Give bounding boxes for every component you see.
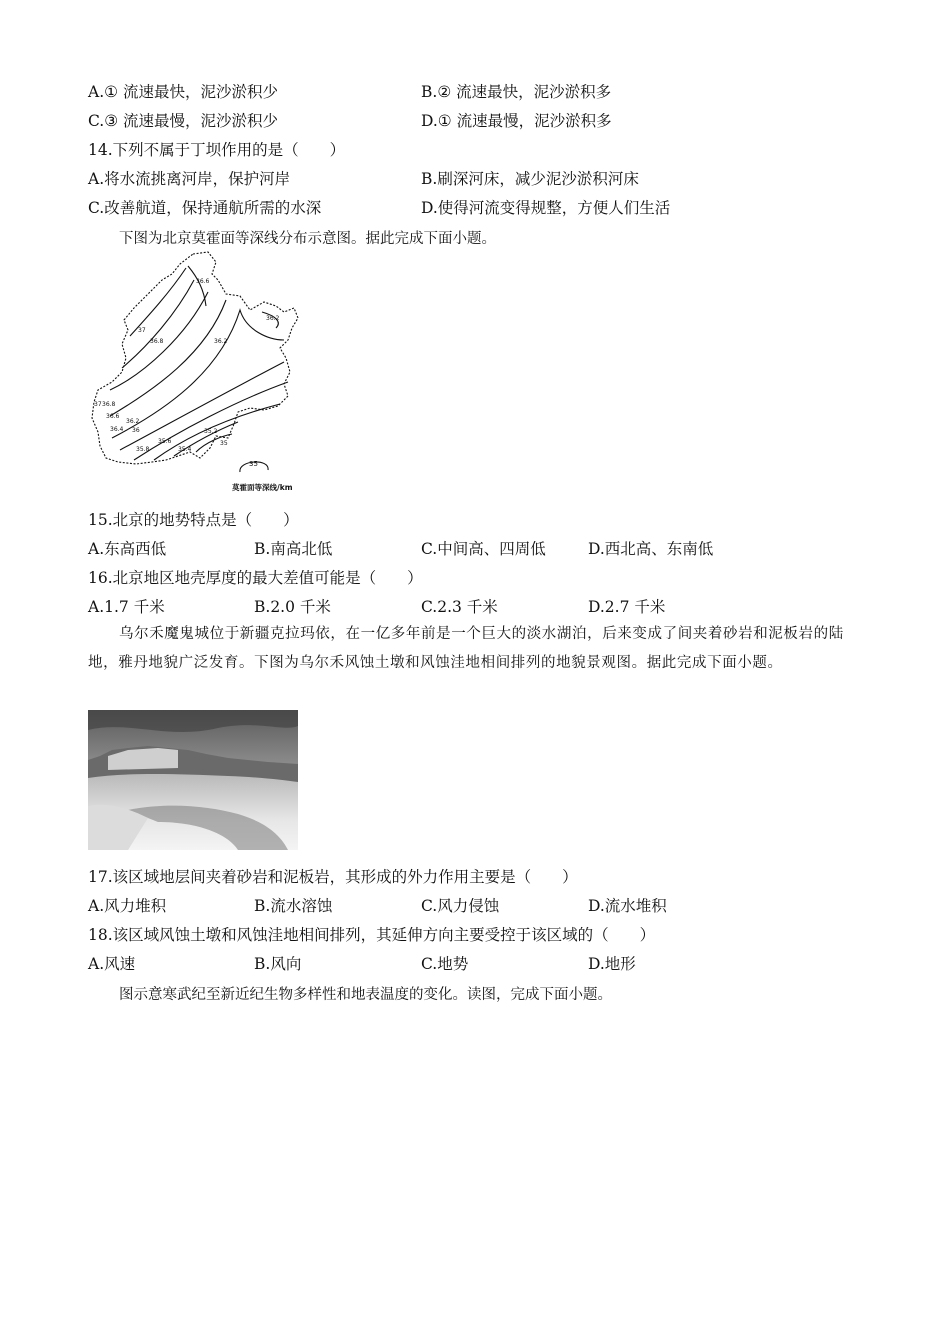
q15-option-d: D.西北高、东南低	[588, 540, 714, 558]
q15-stem: 15.北京的地势特点是（ ）	[88, 511, 299, 529]
q17-stem: 17.该区域地层间夹着砂岩和泥板岩，其形成的外力作用主要是（ ）	[88, 868, 578, 886]
contour-label: 36.8	[102, 401, 116, 408]
contour-label: 35.2	[204, 428, 218, 435]
q13-option-a: A.① 流速最快，泥沙淤积少	[88, 83, 278, 101]
contour-36-4	[110, 300, 226, 416]
q14-stem: 14.下列不属于丁坝作用的是（ ）	[88, 141, 346, 159]
contour-label: 35	[220, 440, 228, 447]
intro-cambrian: 图示意寒武纪至新近纪生物多样性和地表温度的变化。读图，完成下面小题。	[119, 987, 612, 1003]
q16-stem: 16.北京地区地壳厚度的最大差值可能是（ ）	[88, 569, 423, 587]
contour-label: 36.4	[110, 426, 124, 433]
contour-label: 35.4	[178, 446, 192, 453]
beijing-moho-map	[88, 250, 303, 495]
intro-beijing: 下图为北京莫霍面等深线分布示意图。据此完成下面小题。	[119, 231, 496, 247]
q18-stem: 18.该区域风蚀土墩和风蚀洼地相间排列，其延伸方向主要受控于该区域的（ ）	[88, 926, 656, 944]
contour-label: 37	[94, 401, 102, 408]
q17-option-b: B.流水溶蚀	[254, 897, 333, 915]
q14-option-a: A.将水流挑离河岸，保护河岸	[88, 170, 291, 188]
q16-option-c: C.2.3 千米	[421, 598, 498, 616]
q16-option-a: A.1.7 千米	[88, 598, 165, 616]
contour-label: 36.2	[126, 418, 140, 425]
q17-option-c: C.风力侵蚀	[421, 897, 500, 915]
q15-option-b: B.南高北低	[254, 540, 333, 558]
intro-wuerhe-text: 乌尔禾魔鬼城位于新疆克拉玛依，在一亿多年前是一个巨大的淡水湖泊，后来变成了间夹着砂岩和泥板岩的陆地，雅丹地貌广泛发育。下图为乌尔禾风蚀土墩和风蚀洼地相间排列的地貌景观图。据此完成下面小题。	[88, 626, 844, 671]
q16-option-d: D.2.7 千米	[588, 598, 666, 616]
q17-option-d: D.流水堆积	[588, 897, 667, 915]
contour-label: 36.2	[266, 315, 280, 322]
contour-label: 36	[132, 427, 140, 434]
map-legend	[232, 460, 293, 492]
contour-35-8	[134, 382, 288, 460]
q16-option-b: B.2.0 千米	[254, 598, 331, 616]
contour-label: 36.2	[214, 338, 228, 345]
intro-wuerhe	[88, 620, 863, 678]
contour-label: 36.6	[106, 413, 120, 420]
contour-label: 36.6	[196, 278, 210, 285]
legend-caption: 莫霍面等深线/km	[232, 483, 293, 492]
q13-option-c: C.③ 流速最慢，泥沙淤积少	[88, 112, 279, 130]
contour-36	[120, 362, 284, 450]
q14-option-c: C.改善航道，保持通航所需的水深	[88, 199, 322, 217]
contour-label: 35.8	[136, 446, 150, 453]
q17-option-a: A.风力堆积	[88, 897, 167, 915]
q14-option-d: D.使得河流变得规整，方便人们生活	[421, 199, 671, 217]
contour-37-nw	[130, 268, 186, 336]
q13-option-b: B.② 流速最快，泥沙淤积多	[421, 83, 612, 101]
q18-option-d: D.地形	[588, 955, 636, 973]
contour-label: 35.6	[158, 438, 172, 445]
q18-option-c: C.地势	[421, 955, 469, 973]
contour-label: 36.8	[150, 338, 164, 345]
q15-option-c: C.中间高、四周低	[421, 540, 546, 558]
q15-option-a: A.东高西低	[88, 540, 167, 558]
legend-value: 35	[249, 460, 258, 468]
yardang-landscape-photo	[88, 710, 298, 850]
q18-option-a: A.风速	[88, 955, 136, 973]
q14-option-b: B.刷深河床，减少泥沙淤积河床	[421, 170, 639, 188]
q18-option-b: B.风向	[254, 955, 302, 973]
contour-label: 37	[138, 327, 146, 334]
q13-option-d: D.① 流速最慢，泥沙淤积多	[421, 112, 612, 130]
contour-36-8	[122, 280, 194, 368]
